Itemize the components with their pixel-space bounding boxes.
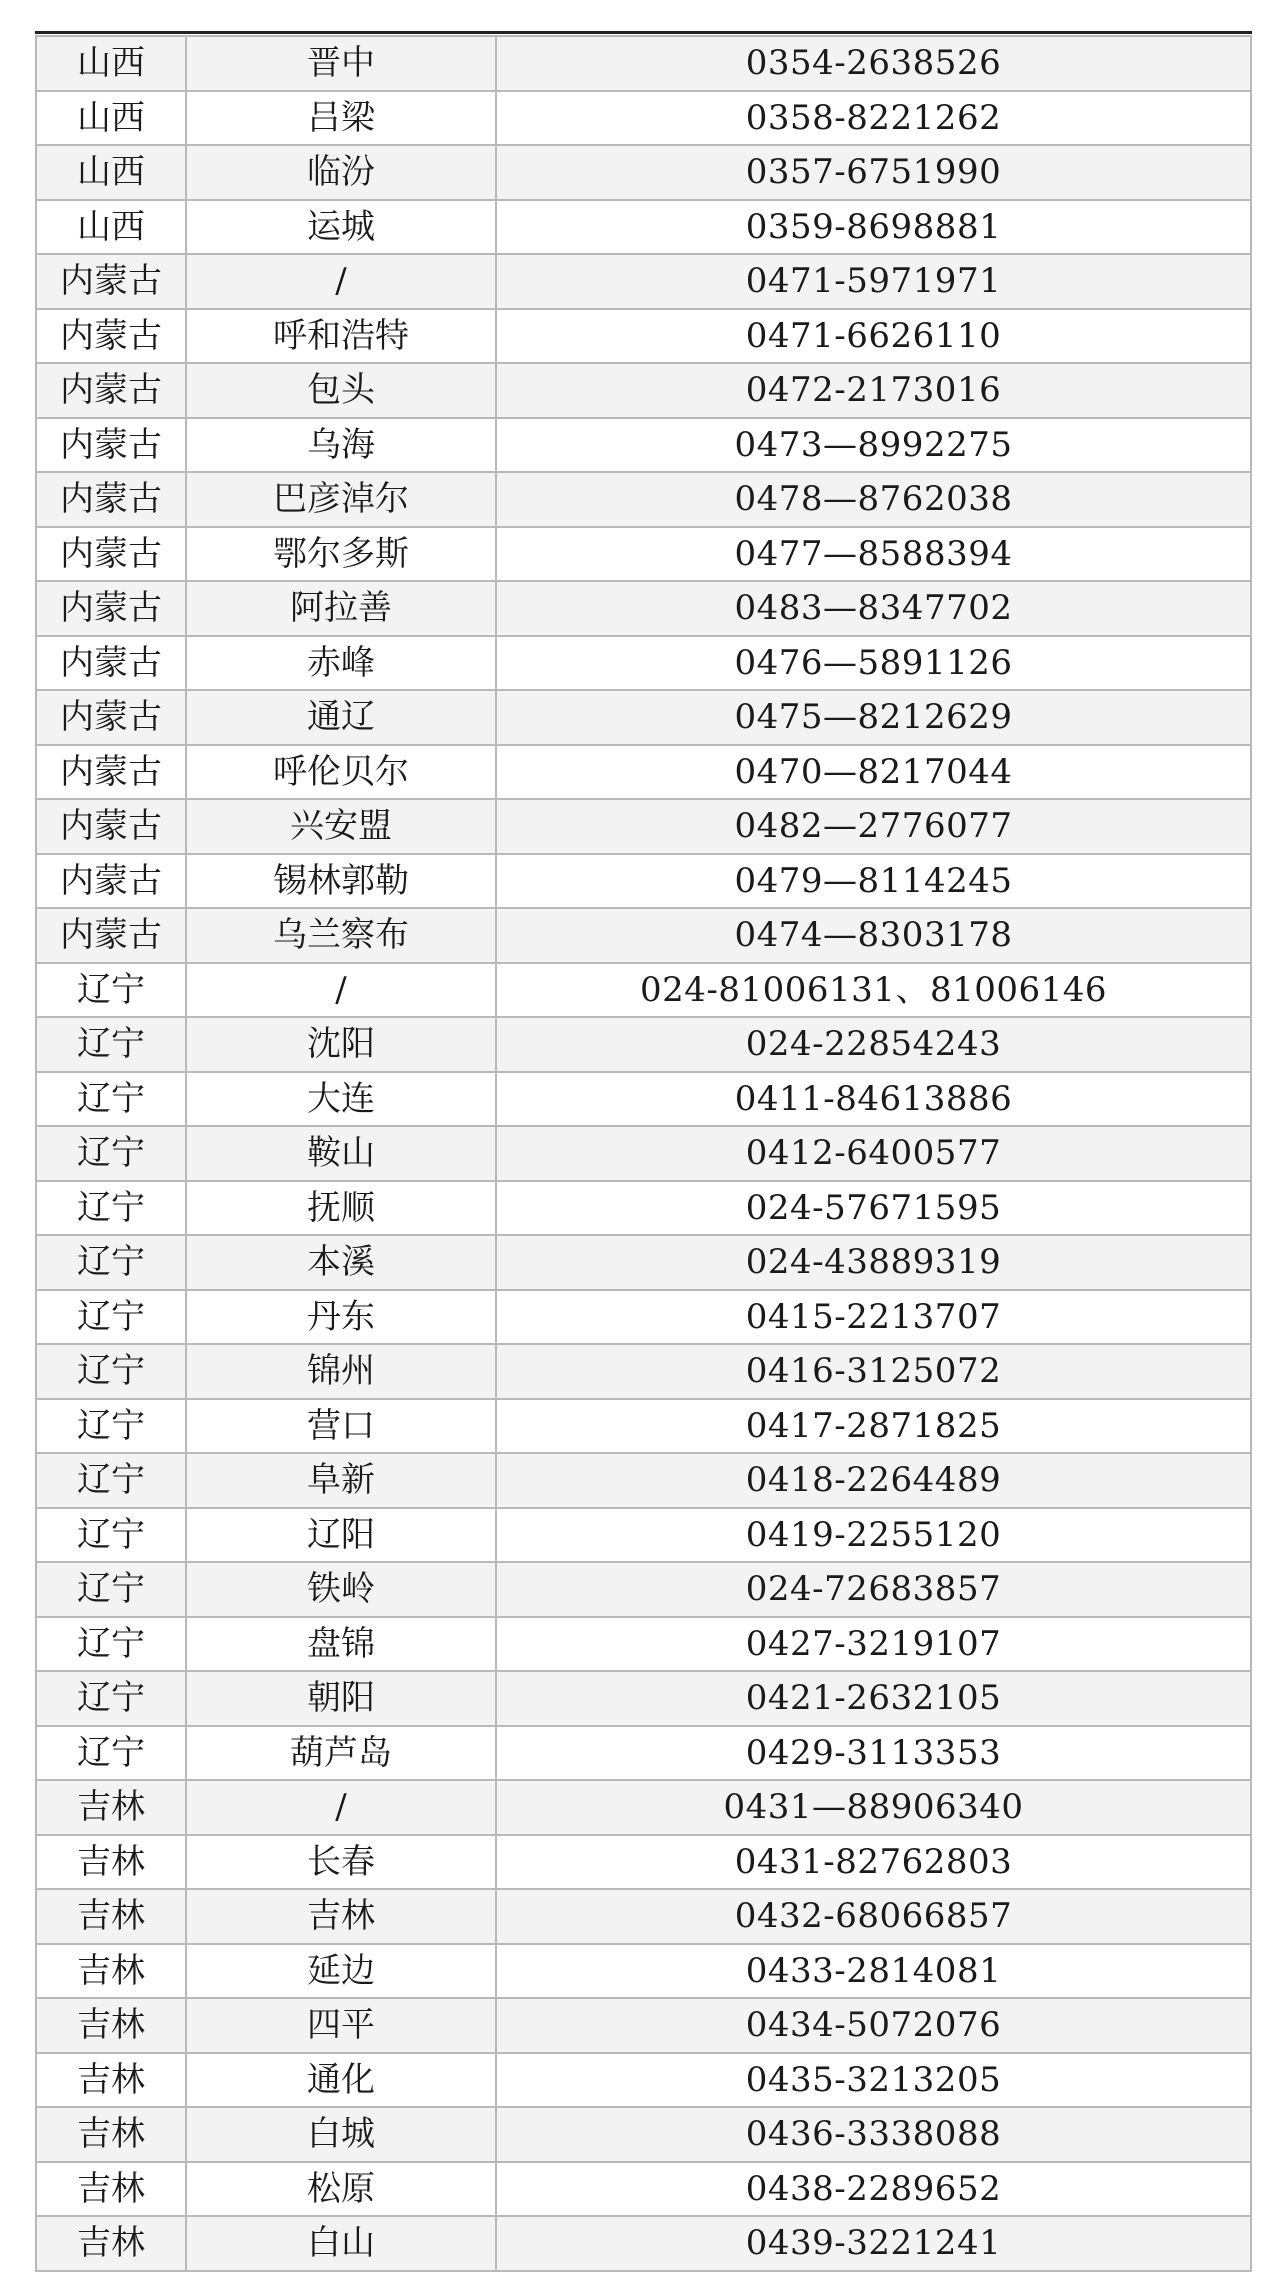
- province-cell: 辽宁: [36, 1290, 186, 1345]
- city-cell: 抚顺: [186, 1181, 496, 1236]
- province-cell: 吉林: [36, 1889, 186, 1944]
- phone-cell: 0436-3338088: [496, 2107, 1251, 2162]
- city-cell: 鄂尔多斯: [186, 527, 496, 582]
- phone-cell: 024-57671595: [496, 1181, 1251, 1236]
- table-row: [36, 963, 1251, 1018]
- table-row: [36, 309, 1251, 364]
- phone-cell: 0471-5971971: [496, 254, 1251, 309]
- province-cell: 山西: [36, 91, 186, 146]
- city-cell: 通辽: [186, 690, 496, 745]
- table-row: [36, 527, 1251, 582]
- province-cell: 山西: [36, 36, 186, 91]
- city-cell: 吕梁: [186, 91, 496, 146]
- phone-cell: 024-43889319: [496, 1235, 1251, 1290]
- city-cell: 白城: [186, 2107, 496, 2162]
- phone-cell: 0432-68066857: [496, 1889, 1251, 1944]
- phone-cell: 0357-6751990: [496, 145, 1251, 200]
- phone-cell: 0359-8698881: [496, 200, 1251, 255]
- table-row: [36, 472, 1251, 527]
- city-cell: /: [186, 1780, 496, 1835]
- province-cell: 内蒙古: [36, 799, 186, 854]
- phone-cell: 0482—2776077: [496, 799, 1251, 854]
- province-cell: 内蒙古: [36, 254, 186, 309]
- table-row: [36, 145, 1251, 200]
- province-cell: 辽宁: [36, 1508, 186, 1563]
- city-cell: 赤峰: [186, 636, 496, 691]
- province-cell: 辽宁: [36, 1617, 186, 1672]
- table-row: [36, 254, 1251, 309]
- province-cell: 内蒙古: [36, 527, 186, 582]
- province-cell: 辽宁: [36, 1399, 186, 1454]
- province-cell: 吉林: [36, 2107, 186, 2162]
- province-cell: 内蒙古: [36, 690, 186, 745]
- table-row: [36, 1998, 1251, 2053]
- city-cell: 白山: [186, 2216, 496, 2271]
- phone-cell: 0471-6626110: [496, 309, 1251, 364]
- phone-cell: 0358-8221262: [496, 91, 1251, 146]
- city-cell: /: [186, 254, 496, 309]
- phone-cell: 0427-3219107: [496, 1617, 1251, 1672]
- province-cell: 内蒙古: [36, 581, 186, 636]
- phone-cell: 0434-5072076: [496, 1998, 1251, 2053]
- city-cell: 包头: [186, 363, 496, 418]
- province-cell: 吉林: [36, 2216, 186, 2271]
- province-cell: 内蒙古: [36, 636, 186, 691]
- table-row: [36, 1235, 1251, 1290]
- city-cell: 乌兰察布: [186, 908, 496, 963]
- table-row: [36, 1290, 1251, 1345]
- city-cell: 长春: [186, 1835, 496, 1890]
- table-row: [36, 1617, 1251, 1672]
- phone-cell: 0433-2814081: [496, 1944, 1251, 1999]
- table-row: [36, 1780, 1251, 1835]
- city-cell: 临汾: [186, 145, 496, 200]
- phone-cell: 0473—8992275: [496, 418, 1251, 473]
- phone-cell: 0476—5891126: [496, 636, 1251, 691]
- phone-cell: 024-81006131、81006146: [496, 963, 1251, 1018]
- top-rule: [35, 31, 1252, 34]
- city-cell: 呼和浩特: [186, 309, 496, 364]
- province-cell: 山西: [36, 200, 186, 255]
- city-cell: 大连: [186, 1072, 496, 1127]
- phone-cell: 0439-3221241: [496, 2216, 1251, 2271]
- province-cell: 辽宁: [36, 963, 186, 1018]
- province-cell: 内蒙古: [36, 363, 186, 418]
- city-cell: 通化: [186, 2053, 496, 2108]
- table-row: [36, 690, 1251, 745]
- table-row: [36, 854, 1251, 909]
- province-cell: 辽宁: [36, 1726, 186, 1781]
- table-row: [36, 1017, 1251, 1072]
- province-cell: 内蒙古: [36, 908, 186, 963]
- city-cell: 乌海: [186, 418, 496, 473]
- table-row: [36, 2162, 1251, 2217]
- city-cell: 阿拉善: [186, 581, 496, 636]
- city-cell: 运城: [186, 200, 496, 255]
- city-cell: 葫芦岛: [186, 1726, 496, 1781]
- table-row: [36, 1072, 1251, 1127]
- province-cell: 辽宁: [36, 1017, 186, 1072]
- phone-cell: 0431-82762803: [496, 1835, 1251, 1890]
- table-row: [36, 1344, 1251, 1399]
- city-cell: 晋中: [186, 36, 496, 91]
- phone-cell: 024-22854243: [496, 1017, 1251, 1072]
- phone-cell: 0475—8212629: [496, 690, 1251, 745]
- province-cell: 吉林: [36, 1944, 186, 1999]
- phone-cell: 0417-2871825: [496, 1399, 1251, 1454]
- table-row: [36, 1399, 1251, 1454]
- phone-cell: 0483—8347702: [496, 581, 1251, 636]
- phone-cell: 0415-2213707: [496, 1290, 1251, 1345]
- province-cell: 内蒙古: [36, 745, 186, 800]
- city-cell: 朝阳: [186, 1671, 496, 1726]
- city-cell: 锦州: [186, 1344, 496, 1399]
- city-cell: 兴安盟: [186, 799, 496, 854]
- phone-cell: 0431—88906340: [496, 1780, 1251, 1835]
- phone-cell: 0479—8114245: [496, 854, 1251, 909]
- city-cell: 锡林郭勒: [186, 854, 496, 909]
- province-cell: 辽宁: [36, 1235, 186, 1290]
- city-cell: /: [186, 963, 496, 1018]
- table-row: [36, 1562, 1251, 1617]
- table-row: [36, 1126, 1251, 1181]
- table-row: [36, 91, 1251, 146]
- table-row: [36, 1726, 1251, 1781]
- table-row: [36, 581, 1251, 636]
- phone-cell: 0416-3125072: [496, 1344, 1251, 1399]
- table-row: [36, 2216, 1251, 2271]
- city-cell: 鞍山: [186, 1126, 496, 1181]
- city-cell: 辽阳: [186, 1508, 496, 1563]
- phone-cell: 0470—8217044: [496, 745, 1251, 800]
- phone-cell: 0412-6400577: [496, 1126, 1251, 1181]
- province-cell: 辽宁: [36, 1562, 186, 1617]
- province-cell: 辽宁: [36, 1344, 186, 1399]
- city-cell: 沈阳: [186, 1017, 496, 1072]
- phone-cell: 0418-2264489: [496, 1453, 1251, 1508]
- contact-table-body: [36, 36, 1251, 2271]
- province-cell: 吉林: [36, 2162, 186, 2217]
- phone-cell: 0472-2173016: [496, 363, 1251, 418]
- city-cell: 巴彦淖尔: [186, 472, 496, 527]
- table-row: [36, 1944, 1251, 1999]
- phone-cell: 0478—8762038: [496, 472, 1251, 527]
- table-row: [36, 1181, 1251, 1236]
- province-cell: 辽宁: [36, 1181, 186, 1236]
- table-row: [36, 418, 1251, 473]
- city-cell: 营口: [186, 1399, 496, 1454]
- city-cell: 四平: [186, 1998, 496, 2053]
- province-cell: 内蒙古: [36, 418, 186, 473]
- phone-cell: 024-72683857: [496, 1562, 1251, 1617]
- province-cell: 辽宁: [36, 1126, 186, 1181]
- province-cell: 辽宁: [36, 1671, 186, 1726]
- table-row: [36, 1508, 1251, 1563]
- province-cell: 吉林: [36, 1835, 186, 1890]
- table-row: [36, 745, 1251, 800]
- province-cell: 山西: [36, 145, 186, 200]
- city-cell: 延边: [186, 1944, 496, 1999]
- table-row: [36, 1889, 1251, 1944]
- province-cell: 吉林: [36, 2053, 186, 2108]
- table-row: [36, 799, 1251, 854]
- table-row: [36, 36, 1251, 91]
- phone-cell: 0477—8588394: [496, 527, 1251, 582]
- table-row: [36, 363, 1251, 418]
- province-cell: 辽宁: [36, 1072, 186, 1127]
- table-row: [36, 1453, 1251, 1508]
- city-cell: 阜新: [186, 1453, 496, 1508]
- table-row: [36, 2053, 1251, 2108]
- phone-cell: 0411-84613886: [496, 1072, 1251, 1127]
- city-cell: 松原: [186, 2162, 496, 2217]
- city-cell: 吉林: [186, 1889, 496, 1944]
- province-cell: 吉林: [36, 1780, 186, 1835]
- province-cell: 内蒙古: [36, 309, 186, 364]
- phone-cell: 0429-3113353: [496, 1726, 1251, 1781]
- city-cell: 盘锦: [186, 1617, 496, 1672]
- phone-cell: 0435-3213205: [496, 2053, 1251, 2108]
- table-row: [36, 636, 1251, 691]
- phone-cell: 0474—8303178: [496, 908, 1251, 963]
- province-cell: 内蒙古: [36, 854, 186, 909]
- province-cell: 内蒙古: [36, 472, 186, 527]
- table-row: [36, 1835, 1251, 1890]
- city-cell: 铁岭: [186, 1562, 496, 1617]
- table-row: [36, 200, 1251, 255]
- city-cell: 本溪: [186, 1235, 496, 1290]
- city-cell: 丹东: [186, 1290, 496, 1345]
- phone-cell: 0438-2289652: [496, 2162, 1251, 2217]
- province-cell: 吉林: [36, 1998, 186, 2053]
- phone-cell: 0419-2255120: [496, 1508, 1251, 1563]
- table-row: [36, 1671, 1251, 1726]
- city-cell: 呼伦贝尔: [186, 745, 496, 800]
- table-row: [36, 908, 1251, 963]
- phone-cell: 0354-2638526: [496, 36, 1251, 91]
- province-cell: 辽宁: [36, 1453, 186, 1508]
- phone-cell: 0421-2632105: [496, 1671, 1251, 1726]
- contact-table-container: [35, 35, 1250, 2272]
- table-row: [36, 2107, 1251, 2162]
- contact-table: [35, 35, 1252, 2272]
